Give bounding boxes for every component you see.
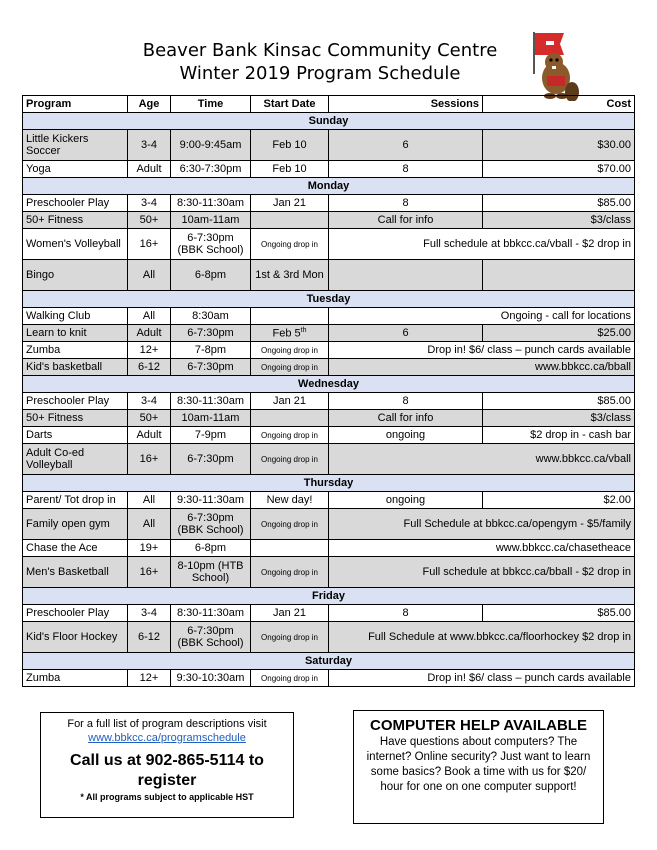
program-info: Drop in! $6/ class – punch cards available bbox=[329, 342, 635, 359]
sessions: 8 bbox=[329, 195, 483, 212]
time: 6-7:30pm bbox=[171, 359, 251, 376]
table-row bbox=[23, 342, 635, 359]
sessions: Call for info bbox=[329, 410, 483, 427]
time: 8:30-11:30am bbox=[171, 195, 251, 212]
age: Adult bbox=[128, 325, 171, 342]
age: Adult bbox=[128, 427, 171, 444]
start-date: Jan 21 bbox=[251, 195, 329, 212]
start-date bbox=[251, 308, 329, 325]
header-program: Program bbox=[23, 96, 128, 113]
table-row bbox=[23, 622, 635, 653]
computer-help-body: Have questions about computers? The internet? Online security? Just want to learn some basics? Book a time with us for $20/ hour for one on one computer support! bbox=[366, 736, 591, 793]
start-date: Feb 10 bbox=[251, 130, 329, 161]
age: 6-12 bbox=[128, 622, 171, 653]
program-name: Chase the Ace bbox=[23, 540, 128, 557]
time: 6-7:30pm bbox=[171, 444, 251, 475]
table-row bbox=[23, 325, 635, 342]
day-header-wednesday: Wednesday bbox=[23, 376, 635, 393]
time: 9:30-11:30am bbox=[171, 492, 251, 509]
program-info: Ongoing - call for locations bbox=[329, 308, 635, 325]
time: 7-9pm bbox=[171, 427, 251, 444]
time: 8:30-11:30am bbox=[171, 393, 251, 410]
table-row bbox=[23, 260, 635, 291]
sessions: ongoing bbox=[329, 427, 483, 444]
table-row bbox=[23, 229, 635, 260]
program-name: Kid's basketball bbox=[23, 359, 128, 376]
program-name: Preschooler Play bbox=[23, 195, 128, 212]
age: 50+ bbox=[128, 410, 171, 427]
table-header-row bbox=[23, 96, 635, 113]
program-name: Walking Club bbox=[23, 308, 128, 325]
start-date bbox=[251, 325, 329, 342]
table-row bbox=[23, 605, 635, 622]
descriptions-intro: For a full list of program descriptions visit bbox=[67, 718, 267, 730]
sessions: 8 bbox=[329, 161, 483, 178]
table-row bbox=[23, 427, 635, 444]
table-row bbox=[23, 130, 635, 161]
start-date-suffix: th bbox=[300, 326, 307, 334]
program-info-box bbox=[40, 712, 294, 818]
start-date: Ongoing drop in bbox=[251, 444, 329, 475]
sessions: 8 bbox=[329, 605, 483, 622]
table-row bbox=[23, 492, 635, 509]
age: 12+ bbox=[128, 342, 171, 359]
age: 3-4 bbox=[128, 130, 171, 161]
time: 6-7:30pm (BBK School) bbox=[171, 509, 251, 540]
age: 12+ bbox=[128, 670, 171, 687]
start-date: Ongoing drop in bbox=[251, 670, 329, 687]
program-name: Preschooler Play bbox=[23, 393, 128, 410]
age: 19+ bbox=[128, 540, 171, 557]
sessions: 6 bbox=[329, 325, 483, 342]
table-row bbox=[23, 359, 635, 376]
start-date: Jan 21 bbox=[251, 393, 329, 410]
header-cost: Cost bbox=[483, 96, 635, 113]
computer-help-box bbox=[353, 710, 604, 824]
computer-help-heading: COMPUTER HELP AVAILABLE bbox=[370, 717, 587, 734]
header-time: Time bbox=[171, 96, 251, 113]
age: Adult bbox=[128, 161, 171, 178]
page-subtitle: Winter 2019 Program Schedule bbox=[179, 63, 461, 84]
age: 50+ bbox=[128, 212, 171, 229]
day-header-sunday: Sunday bbox=[23, 113, 635, 130]
sessions: Call for info bbox=[329, 212, 483, 229]
program-name: Zumba bbox=[23, 342, 128, 359]
time: 6-7:30pm (BBK School) bbox=[171, 622, 251, 653]
age: 3-4 bbox=[128, 195, 171, 212]
program-name: 50+ Fitness bbox=[23, 410, 128, 427]
table-row bbox=[23, 308, 635, 325]
start-date: Ongoing drop in bbox=[251, 229, 329, 260]
table-row bbox=[23, 393, 635, 410]
day-header-thursday: Thursday bbox=[23, 475, 635, 492]
program-info: www.bbkcc.ca/chasetheace bbox=[329, 540, 635, 557]
start-date: Ongoing drop in bbox=[251, 427, 329, 444]
program-name: 50+ Fitness bbox=[23, 212, 128, 229]
table-row bbox=[23, 540, 635, 557]
time: 9:30-10:30am bbox=[171, 670, 251, 687]
start-date: Feb 10 bbox=[251, 161, 329, 178]
time: 6-7:30pm bbox=[171, 325, 251, 342]
program-name: Adult Co-ed Volleyball bbox=[23, 444, 128, 475]
day-header-friday: Friday bbox=[23, 588, 635, 605]
start-date: Ongoing drop in bbox=[251, 509, 329, 540]
header-age: Age bbox=[128, 96, 171, 113]
table-row bbox=[23, 670, 635, 687]
sessions: 8 bbox=[329, 393, 483, 410]
time: 6-8pm bbox=[171, 540, 251, 557]
age: 16+ bbox=[128, 229, 171, 260]
start-date: Ongoing drop in bbox=[251, 342, 329, 359]
time: 8-10pm (HTB School) bbox=[171, 557, 251, 588]
hst-note: * All programs subject to applicable HST bbox=[80, 792, 254, 802]
program-info: www.bbkcc.ca/vball bbox=[329, 444, 635, 475]
start-date: Ongoing drop in bbox=[251, 359, 329, 376]
program-schedule-link[interactable]: www.bbkcc.ca/programschedule bbox=[88, 732, 246, 744]
table-row bbox=[23, 161, 635, 178]
age: 3-4 bbox=[128, 393, 171, 410]
program-info: Full Schedule at www.bbkcc.ca/floorhockey $2 drop in bbox=[329, 622, 635, 653]
program-name: Parent/ Tot drop in bbox=[23, 492, 128, 509]
age: All bbox=[128, 509, 171, 540]
sessions bbox=[329, 260, 483, 291]
time: 10am-11am bbox=[171, 410, 251, 427]
time: 6-8pm bbox=[171, 260, 251, 291]
program-info: Full schedule at bbkcc.ca/bball - $2 drop in bbox=[329, 557, 635, 588]
page-title: Beaver Bank Kinsac Community Centre bbox=[142, 40, 498, 61]
start-date-text: Feb 5 bbox=[272, 327, 301, 340]
beaver-mascot-icon bbox=[520, 26, 582, 101]
program-name: Darts bbox=[23, 427, 128, 444]
cost: $85.00 bbox=[483, 393, 635, 410]
header-sessions: Sessions bbox=[329, 96, 483, 113]
time: 6-7:30pm (BBK School) bbox=[171, 229, 251, 260]
time: 9:00-9:45am bbox=[171, 130, 251, 161]
age: All bbox=[128, 260, 171, 291]
cost: $85.00 bbox=[483, 195, 635, 212]
program-name: Women's Volleyball bbox=[23, 229, 128, 260]
day-header-saturday: Saturday bbox=[23, 653, 635, 670]
start-date: Jan 21 bbox=[251, 605, 329, 622]
cost: $2.00 bbox=[483, 492, 635, 509]
age: 3-4 bbox=[128, 605, 171, 622]
schedule-table bbox=[22, 95, 635, 687]
sessions: 6 bbox=[329, 130, 483, 161]
day-header-monday: Monday bbox=[23, 178, 635, 195]
age: 16+ bbox=[128, 557, 171, 588]
start-date: 1st & 3rd Mon bbox=[251, 260, 329, 291]
program-name: Kid's Floor Hockey bbox=[23, 622, 128, 653]
age: 16+ bbox=[128, 444, 171, 475]
table-row bbox=[23, 509, 635, 540]
cost: $3/class bbox=[483, 212, 635, 229]
program-info: Full Schedule at bbkcc.ca/opengym - $5/family bbox=[329, 509, 635, 540]
cost: $85.00 bbox=[483, 605, 635, 622]
program-name: Little Kickers Soccer bbox=[23, 130, 128, 161]
start-date: Ongoing drop in bbox=[251, 622, 329, 653]
table-row bbox=[23, 212, 635, 229]
cost: $30.00 bbox=[483, 130, 635, 161]
start-date bbox=[251, 540, 329, 557]
time: 6:30-7:30pm bbox=[171, 161, 251, 178]
program-name: Bingo bbox=[23, 260, 128, 291]
program-name: Family open gym bbox=[23, 509, 128, 540]
cost bbox=[483, 260, 635, 291]
header-start-date: Start Date bbox=[251, 96, 329, 113]
age: All bbox=[128, 492, 171, 509]
time: 10am-11am bbox=[171, 212, 251, 229]
program-name: Men's Basketball bbox=[23, 557, 128, 588]
program-name: Zumba bbox=[23, 670, 128, 687]
program-info: www.bbkcc.ca/bball bbox=[329, 359, 635, 376]
start-date: New day! bbox=[251, 492, 329, 509]
day-header-tuesday: Tuesday bbox=[23, 291, 635, 308]
table-row bbox=[23, 410, 635, 427]
cost: $3/class bbox=[483, 410, 635, 427]
program-name: Yoga bbox=[23, 161, 128, 178]
table-row bbox=[23, 557, 635, 588]
age: All bbox=[128, 308, 171, 325]
start-date bbox=[251, 212, 329, 229]
call-to-register: Call us at 902-865-5114 to register bbox=[70, 752, 264, 789]
program-name: Learn to knit bbox=[23, 325, 128, 342]
cost: $2 drop in - cash bar bbox=[483, 427, 635, 444]
program-name: Preschooler Play bbox=[23, 605, 128, 622]
table-row bbox=[23, 444, 635, 475]
program-info: Drop in! $6/ class – punch cards available bbox=[329, 670, 635, 687]
time: 8:30am bbox=[171, 308, 251, 325]
program-info: Full schedule at bbkcc.ca/vball - $2 drop in bbox=[329, 229, 635, 260]
time: 7-8pm bbox=[171, 342, 251, 359]
time: 8:30-11:30am bbox=[171, 605, 251, 622]
table-row bbox=[23, 195, 635, 212]
start-date: Ongoing drop in bbox=[251, 557, 329, 588]
cost: $70.00 bbox=[483, 161, 635, 178]
age: 6-12 bbox=[128, 359, 171, 376]
start-date bbox=[251, 410, 329, 427]
sessions: ongoing bbox=[329, 492, 483, 509]
cost: $25.00 bbox=[483, 325, 635, 342]
